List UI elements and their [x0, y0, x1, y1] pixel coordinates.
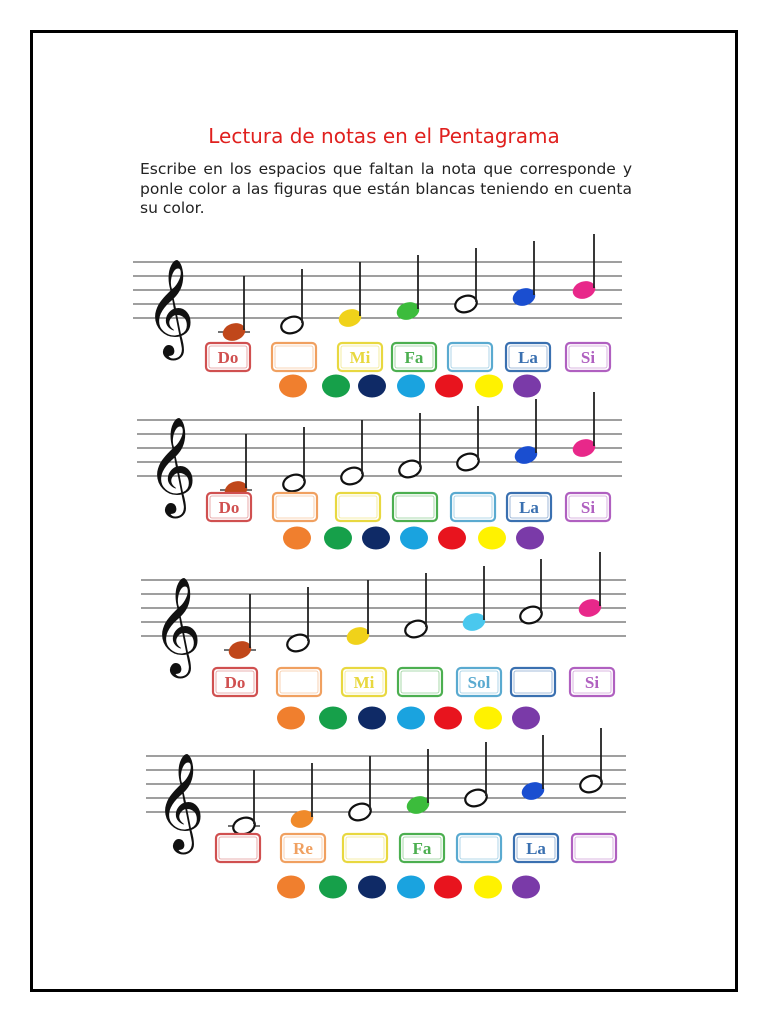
note-head-filled [337, 307, 363, 329]
note-head-blank[interactable] [455, 451, 481, 473]
worksheet-instructions: Escribe en los espacios que faltan la nota que corresponde y ponle color a las figuras que están blancas teniendo en cuenta su color. [140, 160, 632, 217]
color-reference-dot [358, 375, 386, 398]
color-reference-dot [324, 527, 352, 550]
note-2 [289, 763, 315, 830]
answer-box-la [506, 343, 550, 371]
treble-clef-icon: 𝄞 [152, 576, 202, 674]
note-7 [571, 234, 597, 301]
note-head-blank[interactable] [279, 314, 305, 336]
answer-box-si [566, 343, 610, 371]
color-reference-dot [513, 375, 541, 398]
color-reference-dot [435, 375, 463, 398]
color-reference-dot [438, 527, 466, 550]
answer-box-label: La [526, 839, 546, 858]
color-reference-dot [279, 375, 307, 398]
answer-box-la [514, 834, 558, 862]
note-6 [511, 241, 537, 308]
answer-box-label: Re [293, 839, 313, 858]
answer-box-label: Mi [353, 673, 375, 692]
note-4 [397, 413, 423, 480]
answer-box-label: Do [217, 348, 239, 367]
note-6 [513, 399, 539, 466]
color-reference-dot [277, 707, 305, 730]
answer-box-frame [457, 834, 501, 862]
answer-box-frame [448, 343, 492, 371]
treble-clef-icon: 𝄞 [145, 258, 195, 356]
answer-box-empty[interactable] [511, 668, 555, 696]
color-reference-dot [362, 527, 390, 550]
color-reference-dot [512, 707, 540, 730]
treble-clef-icon: 𝄞 [147, 416, 197, 514]
note-head-blank[interactable] [403, 618, 429, 640]
color-reference-dot [358, 876, 386, 899]
staff-exercise-1 [133, 234, 622, 398]
color-reference-dot [397, 375, 425, 398]
answer-box-frame [336, 493, 380, 521]
answer-box-frame [277, 668, 321, 696]
note-7 [571, 392, 597, 459]
color-reference-dot [319, 876, 347, 899]
note-head-filled [511, 286, 537, 308]
note-6 [518, 559, 544, 626]
note-3 [347, 756, 373, 823]
note-5 [455, 406, 481, 473]
note-1 [228, 770, 260, 837]
note-4 [395, 255, 421, 322]
answer-box-empty[interactable] [457, 834, 501, 862]
answer-box-label: Sol [467, 673, 491, 692]
note-head-filled [405, 794, 431, 816]
note-head-filled [520, 780, 546, 802]
answer-box-sol [457, 668, 501, 696]
worksheet-title: Lectura de notas en el Pentagrama [208, 124, 560, 148]
answer-box-mi [342, 668, 386, 696]
note-3 [339, 420, 365, 487]
answer-box-empty[interactable] [277, 668, 321, 696]
color-reference-dot [322, 375, 350, 398]
answer-box-do [206, 343, 250, 371]
answer-box-frame [511, 668, 555, 696]
answer-box-empty[interactable] [451, 493, 495, 521]
answer-box-frame [393, 493, 437, 521]
color-reference-dot [516, 527, 544, 550]
note-head-blank[interactable] [453, 293, 479, 315]
note-head-filled [395, 300, 421, 322]
answer-box-frame [273, 493, 317, 521]
answer-box-si [570, 668, 614, 696]
color-reference-dot [397, 876, 425, 899]
color-reference-dot [475, 375, 503, 398]
note-head-filled [577, 597, 603, 619]
note-head-filled [571, 437, 597, 459]
color-reference-dot [283, 527, 311, 550]
note-7 [578, 728, 604, 795]
answer-box-label: La [519, 498, 539, 517]
note-head-blank[interactable] [285, 632, 311, 654]
answer-box-frame [451, 493, 495, 521]
color-reference-dot [277, 876, 305, 899]
color-reference-dot [319, 707, 347, 730]
answer-box-frame [343, 834, 387, 862]
answer-box-empty[interactable] [336, 493, 380, 521]
note-5 [461, 566, 487, 633]
answer-box-label: Mi [349, 348, 371, 367]
answer-box-fa [392, 343, 436, 371]
note-head-filled [461, 611, 487, 633]
answer-box-frame [572, 834, 616, 862]
answer-box-label: Si [584, 673, 600, 692]
note-1 [224, 594, 256, 661]
staff-exercise-2 [137, 392, 622, 550]
answer-box-label: La [518, 348, 538, 367]
answer-box-empty[interactable] [448, 343, 492, 371]
answer-box-empty[interactable] [272, 343, 316, 371]
color-reference-dot [434, 707, 462, 730]
note-1 [218, 276, 250, 343]
staff-exercise-4 [146, 728, 626, 899]
answer-box-label: Fa [412, 839, 432, 858]
answer-box-label: Do [224, 673, 246, 692]
answer-box-label: Do [218, 498, 240, 517]
color-reference-dot [400, 527, 428, 550]
answer-box-label: Si [580, 498, 596, 517]
answer-box-fa [400, 834, 444, 862]
staff-exercise-3 [141, 552, 626, 730]
note-head-filled [289, 808, 315, 830]
answer-box-si [566, 493, 610, 521]
note-5 [453, 248, 479, 315]
answer-box-empty[interactable] [393, 493, 437, 521]
note-head-filled [571, 279, 597, 301]
note-head-filled [227, 639, 253, 661]
color-reference-dot [434, 876, 462, 899]
note-6 [520, 735, 546, 802]
note-2 [279, 269, 305, 336]
note-1 [220, 434, 252, 501]
note-5 [463, 742, 489, 809]
answer-box-label: Si [580, 348, 596, 367]
answer-box-frame [398, 668, 442, 696]
note-head-blank[interactable] [578, 773, 604, 795]
answer-box-label: Fa [404, 348, 424, 367]
note-2 [281, 427, 307, 494]
note-head-blank[interactable] [347, 801, 373, 823]
note-7 [577, 552, 603, 619]
answer-box-frame [216, 834, 260, 862]
note-4 [403, 573, 429, 640]
note-head-blank[interactable] [281, 472, 307, 494]
color-reference-dot [358, 707, 386, 730]
answer-box-empty[interactable] [216, 834, 260, 862]
note-head-blank[interactable] [518, 604, 544, 626]
answer-box-empty[interactable] [273, 493, 317, 521]
color-reference-dot [512, 876, 540, 899]
treble-clef-icon: 𝄞 [155, 752, 205, 850]
note-head-blank[interactable] [397, 458, 423, 480]
answer-box-re [281, 834, 325, 862]
answer-box-la [507, 493, 551, 521]
note-4 [405, 749, 431, 816]
note-head-blank[interactable] [339, 465, 365, 487]
note-head-filled [345, 625, 371, 647]
answer-box-empty[interactable] [343, 834, 387, 862]
color-reference-dot [478, 527, 506, 550]
answer-box-empty[interactable] [398, 668, 442, 696]
color-reference-dot [397, 707, 425, 730]
note-head-filled [221, 321, 247, 343]
answer-box-empty[interactable] [572, 834, 616, 862]
color-reference-dot [474, 876, 502, 899]
note-2 [285, 587, 311, 654]
note-head-blank[interactable] [463, 787, 489, 809]
note-head-filled [513, 444, 539, 466]
answer-box-do [207, 493, 251, 521]
note-3 [345, 580, 371, 647]
note-3 [337, 262, 363, 329]
answer-box-mi [338, 343, 382, 371]
answer-box-frame [272, 343, 316, 371]
answer-box-do [213, 668, 257, 696]
color-reference-dot [474, 707, 502, 730]
